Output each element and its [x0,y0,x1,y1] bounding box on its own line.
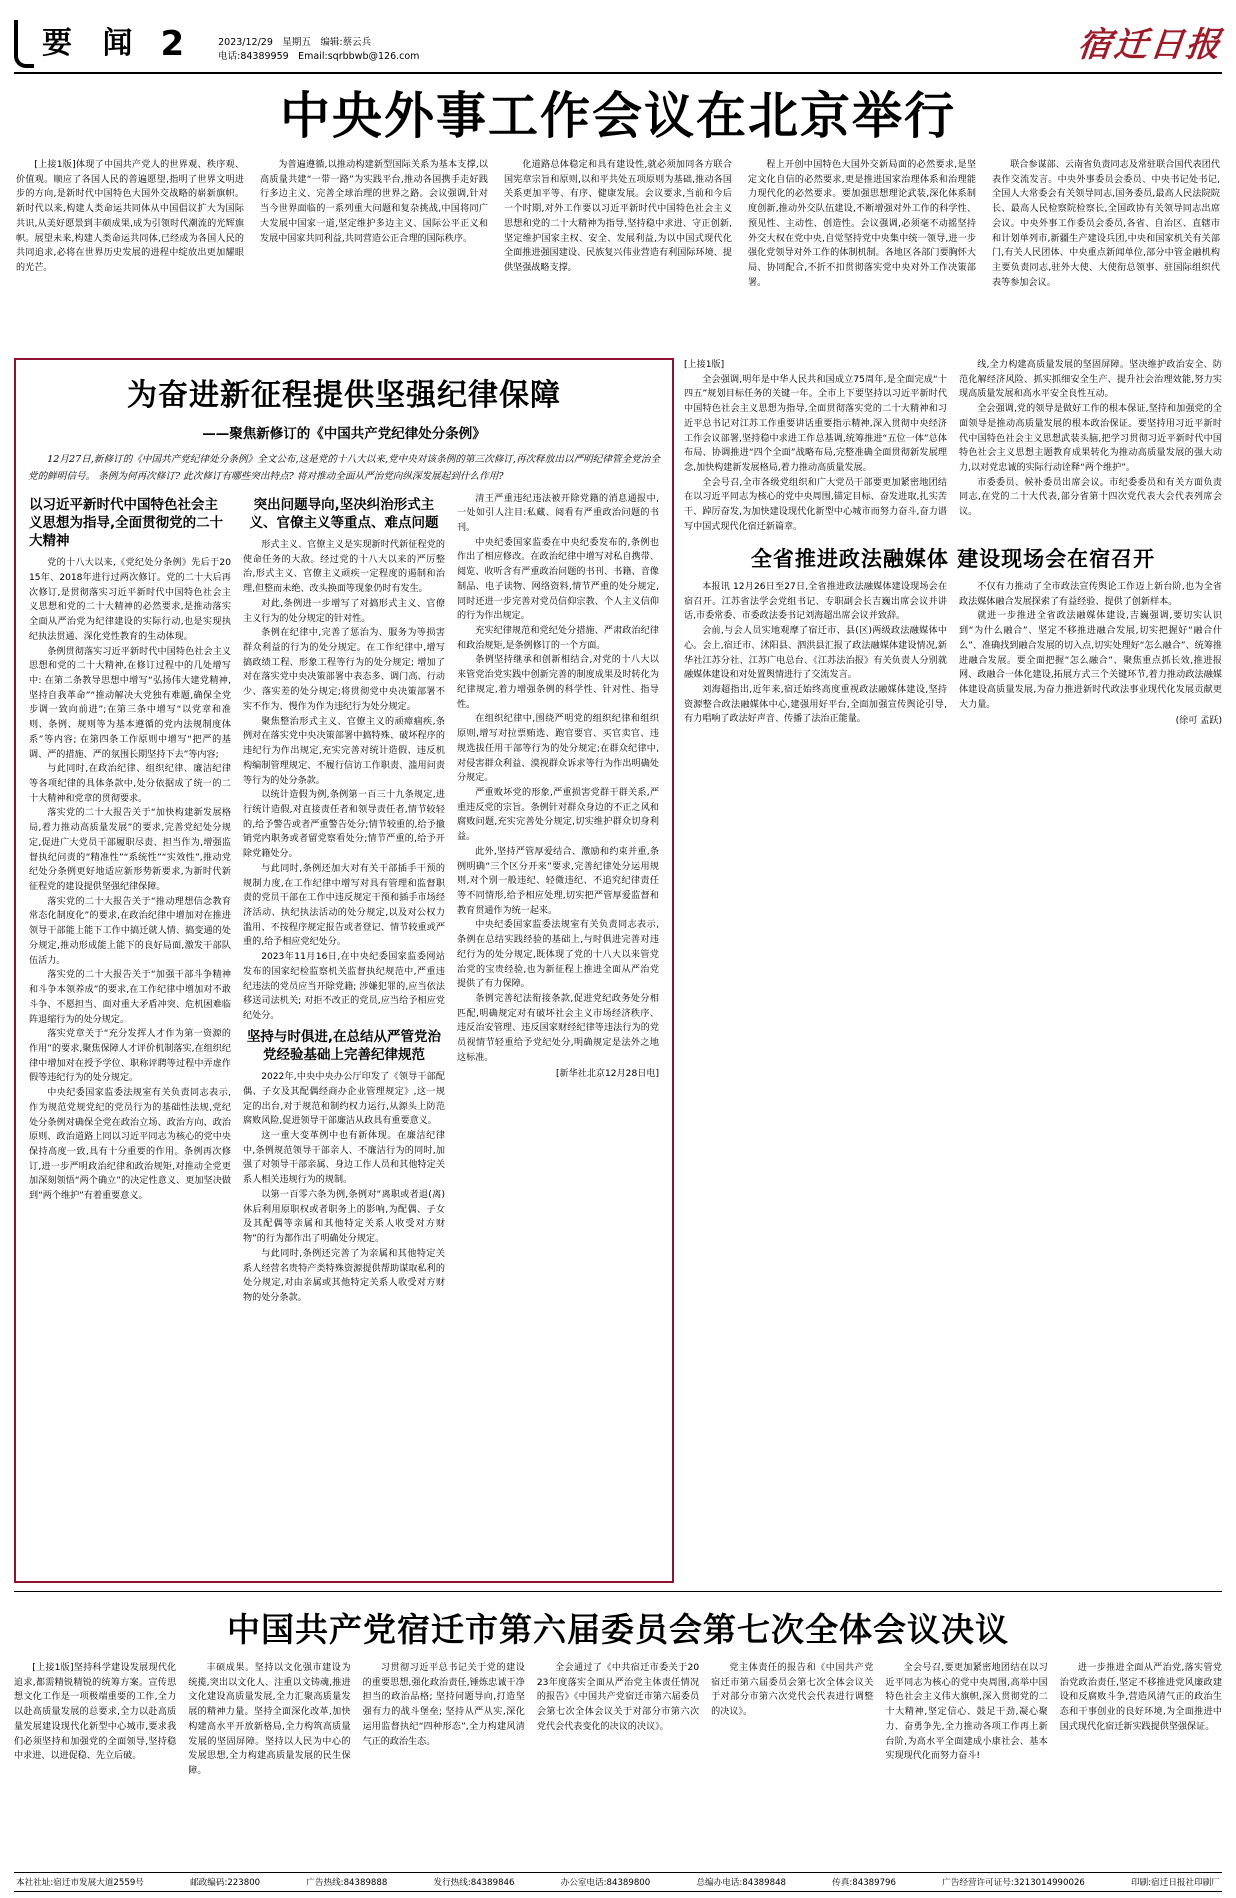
paragraph: 本报讯 12月26日至27日,全省推进政法融媒体建设现场会在宿召开。江苏省法学会党组书记、专职副会长吉巍出席会议并讲话,市委常委、市委政法委书记刘海超出席会议并致辞。 [684,581,947,622]
paragraph: 丰硕成果。坚持以文化强市建设为统揽,突出以文化人、注重以文铸魂,推进文化建设高质量发展,全力汇聚高质量发展的精神力量。坚持全面深化改革,加快构建高水平开放新格局,全力构筑高质量发展的坚固屏障。坚持以人民为中心的发展思想,全力构建高质量发展的民生保障。 [188,1663,351,1777]
paragraph: 中央纪委国家监委法规室有关负责同志表示,条例在总结实践经验的基础上,与时俱进完善对违纪行为的处分规定,既体现了党的十八大以来管党治党的宝贵经验,也为新征程上推进全面从严治党提供了有力保障。 [457,920,659,990]
bottom-article-columns [14,1661,1222,1779]
right-sub-column-2 [959,580,1222,729]
paragraph: [上接1版]坚持科学建设发展现代化追求,都需精锐精锐的统筹方案。宣传思想文化工作是一项极端重要的工作,全力以赴高质量发展的总要求,全力以赴高质量发展建设现代化新型中心城市,要求我们必须坚持和加强党的全面领导,坚持稳中求进、以进促稳、先立后破。 [14,1663,177,1762]
right-top-columns [684,358,1222,535]
feature-section-2-heading: 突出问题导向,坚决纠治形式主义、官僚主义等重点、难点问题 [249,496,439,531]
paragraph: 严重败坏党的形象,严重损害党群干群关系,严重违反党的宗旨。条例针对群众身边的不正之风和腐败问题,充实完善处分规定,切实维护群众切身利益。 [457,787,659,843]
feature-lead [28,452,660,492]
lead-column-5 [990,158,1222,348]
right-sub-column-1 [684,580,947,729]
footer-item-address: 本社社址:宿迁市发展大道2559号 [16,1878,144,1888]
page-number: 2 [160,24,185,64]
lead-column-4 [746,158,978,348]
feature-col3-body [457,492,659,1066]
right-column-2 [959,358,1222,535]
paragraph: 刘海超指出,近年来,宿迁始终高度重视政法融媒体建设,坚持资源整合政法融媒体中心,建强用好平台,全面加强宣传舆论引导,有力唱响了政法好声音、传播了法治正能量。 [684,684,947,725]
paragraph: 2022年,中央中央办公厅印发了《领导干部配偶、子女及其配偶经商办企业管理规定》,这一规定的出台,对于规范和制约权力运行,从源头上防范腐败风险,促进领导干部廉洁从政具有重要意义。 [243,1072,445,1127]
paragraph: 落实党的二十大报告关于“加强干部斗争精神和斗争本领养成”的要求,在工作纪律中增加对不敢斗争、不愿担当、面对重大矛盾冲突、危机困难临阵退缩行为的处分规定。 [29,970,231,1025]
paragraph: 会前,与会人员实地观摩了宿迁市、县(区)两级政法融媒体中心。会上,宿迁市、沭阳县、泗洪县汇报了政法融媒体建设情况,新华社江苏分社、江苏广电总台、《江苏法治报》有关负责人分别就融媒体建设和对处置舆情进行了交流发言。 [684,626,947,681]
bottom-column-6 [885,1661,1047,1779]
paragraph: 全会通过了《中共宿迁市委关于2023年度落实全面从严治党主体责任情况的报告》《中国共产党宿迁市第六届委员会第七次全体会议关于对部分市第六次党代会代表变化的决议的决议》。 [536,1663,700,1732]
paragraph: 习贯彻习近平总书记关于党的建设的重要思想,强化政治责任,锤炼忠诚干净担当的政治品格; 坚持问题导向,打造坚强有力的战斗堡垒; 坚持从严从实,深化运用监督执纪“四种形态”,全力构建风清气正的政治生态。 [362,1663,525,1747]
bottom-headline: 中国共产党宿迁市第六届委员会第七次全体会议决议 [227,1610,1009,1649]
paragraph: 进一步推进全面从严治党,落实管党治党政治责任,坚定不移推进党风廉政建设和反腐败斗争,营造风清气正的政治生态和干事创业的良好环境,为全面推进中国式现代化宿迁新实践提供坚强保证。 [1059,1663,1222,1732]
contact-line: 电话:84389959 Email:sqrbbwb@126.com [218,51,420,63]
middle-region [14,358,1222,1583]
feature-section-1-heading: 以习近平新时代中国特色社会主义思想为指导,全面贯彻党的二十大精神 [29,496,224,549]
lead-column-3 [502,158,734,348]
paper-title: 宿迁日报 [1075,25,1224,65]
feature-endmark: [新华社北京12月28日电] [556,1068,659,1079]
paragraph: 不仅有力推动了全市政法宣传舆论工作迈上新台阶,也为全省政法媒体融合发展探索了有益经验、提供了创新样本。 [959,581,1222,607]
masthead [14,0,1222,68]
paragraph: 条例在纪律中,完善了惩治为、服务为等损害群众利益的行为的处分规定。在工作纪律中,增写搞政绩工程、形象工程等行为的处分规定; 增加了对在落实党中央决策部署中表态多、调门高、行动少、落实差的处分规定;将贯彻党中央决策部署不实不作为、慢作为作为违纪行为处分规定。 [243,628,445,712]
paragraph: [上接1版]体现了中国共产党人的世界观、秩序观、价值观。顺应了各国人民的普遍愿望,指明了世界文明进步的方向,是新时代中国特色大国外交战略的崭新旗帜。新时代以来,构建人类命运共同体从中国倡议扩大为国际共识,从美好愿景到丰硕成果,成为引领时代潮流的光辉旗帜。展望未来,构建人类命运共同体,已经成为各国人民的共同追求,必将在世界历史发展的进程中绽放出更加耀眼的光芒。 [16,160,244,274]
footer-item-editor-phone: 总编办电话:84389848 [696,1878,787,1888]
feature-section-3-heading: 坚持与时俱进,在总结从严管党治党经验基础上完善纪律规范 [246,1028,442,1063]
bracket-decoration [14,20,34,68]
footer-item-distribution-hotline: 发行热线:84389846 [433,1878,515,1888]
paragraph: 这一重大变革例中也有新体现。在廉洁纪律中,条例规范领导干部亲人、不廉洁行为的同时,加强了对领导干部亲属、身边工作人员和其他特定关系人相关违规行为的规制。 [243,1131,445,1186]
paragraph: 化道路总体稳定和具有建设性,就必须加同各方联合国宪章宗旨和原则,以和平共处五项原则为基础,推动各国关系更加平等、有序、健康发展。会议要求,当前和今后一个时期,对外工作要以习近平新时代中国特色社会主义思想和党的二十大精神为指导,坚持稳中求进、守正创新,坚定维护国家主权、安全、发展利益,为以中国式现代化全面推进强国建设、民族复兴伟业营造有利国际环境、提供坚强战略支撑。 [504,160,732,274]
right-sub-headline: 全省推进政法融媒体 建设现场会在宿召开 [750,545,1156,571]
paragraph: 党主体责任的报告和《中国共产党宿迁市第六届委员会第七次全体会议关于对部分市第六次党代会代表进行调整的决议》。 [711,1663,874,1718]
right-sub-columns [684,580,1222,729]
paragraph: 党的十八大以来,《党纪处分条例》先后于2015年、2018年进行过两次修订。党的二十大后再次修订,是贯彻落实习近平新时代中国特色社会主义思想和党的二十大精神的必然要求,是推动落实全面从严治党为纪律建设的实际行动,也是实现执纪执法贯通、深化党性教育的生动体现。 [29,558,231,642]
paragraph: 落实党的二十大报告关于“推动理想信念教育常态化制度化”的要求,在政治纪律中增加对在推进领导干部能上能下工作中搞迁就人情、搞变通的处分规定,推动形成能上能下的良好局面,激发干部队伍活力。 [29,896,231,966]
feature-columns [28,492,660,1306]
paragraph: 落实党章关于“充分发挥人才作为第一资源的作用”的要求,聚焦保障人才评价机制落实,在组织纪律中增加对在授予学位、职称评聘等过程中弄虚作假等违纪行为的处分规定。 [29,1029,231,1084]
paragraph: 此外,坚持严管厚爱结合、激励和约束并重,条例明确“三个区分开来”要求,完善纪律处分运用规则,对个别一般违纪、轻微违纪、不追究纪律责任等不同情形,给予相应处理,切实把严管厚爱监督和教育贯通作为统一起来。 [457,846,659,916]
lead-column-1 [14,158,246,348]
paragraph: 线,全力构建高质量发展的坚固屏障。坚决维护政治安全、防范化解经济风险、抓实抓细安全生产、提升社会治理效能,努力实现高质量发展和高水平安全良性互动。 [959,360,1222,400]
feature-column-1 [28,492,232,1306]
paragraph: 清王严重违纪违法被开除党籍的消息通报中,一处如引人注目:私藏、阅看有严重政治问题的书刊。 [457,493,659,533]
paragraph: 形式主义、官僚主义是实现新时代新征程党的使命任务的大敌。经过党的十八大以来的严厉整治,形式主义、官僚主义顽疾一定程度的遏制和治理,但整而未绝、改头换面等现象仍时有发生。 [243,540,445,595]
footer-item-fax: 传真:84389796 [832,1878,896,1888]
masthead-left [14,20,184,68]
bottom-column-5 [711,1661,873,1779]
paragraph: 聚焦整治形式主义、官僚主义的顽瘴痼疾,条例对在落实党中央决策部署中搞特殊、破坏程序的违纪行为作出规定,充实完善对统计造假、违反机构编制管理规定、不履行信访工作职责、滥用问责等行为的处分条款。 [243,716,445,786]
bottom-column-4 [537,1661,699,1779]
paragraph: 落实党的二十大报告关于“加快构建新发展格局,着力推动高质量发展”的要求,完善党纪处分规定,促进广大党员干部履职尽责、担当作为,增强监督执纪问责的“精准性”“系统性”“实效性”,推动党纪处分条例更好地适应新形势新要求,为新时代新征程党的建设提供坚强纪律保障。 [29,808,231,893]
feature-col2-body-b [243,1070,445,1306]
footer-item-ad-hotline: 广告热线:84389888 [306,1878,388,1888]
feature-column-3 [456,492,660,1306]
paragraph: 全会强调,党的领导是做好工作的根本保证,坚持和加强党的全面领导是推动高质量发展的根本政治保证。要坚持用习近平新时代中国特色社会主义思想武装头脑,把学习贯彻习近平新时代中国特色社会主义思想主题教育成果转化为推动高质量发展的强大动力,以对党忠诚的实际行动诠释“两个维护”。 [959,404,1222,474]
paragraph: 以统计造假为例,条例第一百三十九条规定,进行统计造假,对直接责任者和领导责任者,情节较轻的,给予警告或者严重警告处分;情节较重的,给予撤销党内职务或者留党察看处分;情节严重的,给予开除党籍处分。 [243,790,445,860]
feature-article-box [14,358,674,1583]
footer-item-postcode: 邮政编码:223800 [190,1878,261,1888]
paragraph: 市委委员、候补委员出席会议。市纪委委员和有关方面负责同志,在党的二十大代表,部分省第十四次党代表大会代表列席会议。 [959,477,1222,518]
paragraph: 联合参谋部、云南省负责同志及常驻联合国代表团代表作交流发言。中央外事委员会委员、中央书记处书记,全国人大常委会有关领导同志,国务委员,最高人民法院院长、最高人民检察院检察长,全国政协有关领导同志出席会议。中央外事工作委员会委员,各省、自治区、直辖市和计划单列市,新疆生产建设兵团,中央和国家机关有关部门,有关人民团体、中央重点新闻单位,部分中管金融机构主要负责同志,驻外大使、大使衔总领事、驻国际组织代表等参加会议。 [992,160,1220,288]
paragraph: 程上开创中国特色大国外交新局面的必然要求,是坚定文化自信的必然要求,更是推进国家治理体系和治理能力现代化的必然要求。要加强思想理论武装,深化体系制度创新,推动外交队伍建设,不断增强对外工作的科学性、预见性、主动性、创造性。会议强调,必须毫不动摇坚持外交大权在党中央,自觉坚持党中央集中统一领导,进一步强化党领导对外工作的体制机制。各地区各部门要胸怀大局、协同配合,不折不扣贯彻落实党中央对外工作决策部署。 [748,160,976,288]
paragraph: 充实纪律规范和党纪处分措施、严肃政治纪律和政治规矩,是条例修订的一个方面。 [457,626,659,651]
paragraph: 就进一步推进全省政法融媒体建设,吉巍强调,要切实认识到“为什么融合”、坚定不移推进融合发展,切实把握好“融合什么”、准确找到融合发展的切入点,切实处理好“怎么融合”、统筹推进融合发展。要全面把握“怎么融合”、聚焦重点抓长效,推进报网、政融合一体化建设,拓展方式三个关键环节,着力推动政法融媒体建设高质量发展,为奋力推进新时代政法事业现代化发展贡献更大力量。 [959,611,1222,710]
paragraph: 全会号召,全市各级党组织和广大党员干部要更加紧密地团结在以习近平同志为核心的党中央周围,锚定目标、奋发进取,扎实苦干、踔厉奋发,为加快建设现代化新型中心城市而努力奋斗,奋力谱写中国式现代化宿迁新篇章。 [684,477,947,532]
footer-item-printer: 印刷:宿迁日报社印刷厂 [1131,1878,1220,1888]
bottom-column-7 [1060,1661,1222,1779]
right-column-1 [684,358,947,535]
paragraph: 为普遍遵循,以推动构建新型国际关系为基本支撑,以高质量共建“一带一路”为实践平台,推动各国携手走好践行多边主义、完善全球治理的世界之路。会议强调,针对当今世界面临的一系列重大问题和复杂挑战,中国将同广大发展中国家一道,坚定维护多边主义、国际公平正义和发展中国家共同利益,共同营造公正合理的国际秩序。 [260,160,488,244]
footer-item-ad-license: 广告经营许可证号:3213014990026 [942,1878,1085,1888]
continuation-label: [上接1版] [684,360,725,370]
paragraph: 与此同时,在政治纪律、组织纪律、廉洁纪律等各项纪律的具体条款中,处分依据成了统一的二十大精神和党章的贯彻要求。 [29,764,231,804]
paragraph: 条例坚持继承和创新相结合,对党的十八大以来管党治党实践中创新完善的制度成果及时转化为纪律规定,着力增强条例的科学性、针对性、指导性。 [457,655,659,710]
right-byline: (徐可 孟跃) [1175,716,1222,727]
lead-column-2 [258,158,490,348]
feature-subtitle: ——聚焦新修订的《中国共产党纪律处分条例》 [202,426,486,442]
bottom-column-3 [363,1661,525,1779]
paragraph: 对此,条例进一步增写了对搞形式主义、官僚主义行为的处分规定的针对性。 [243,598,445,624]
paragraph: 中央纪委国家监委法规室有关负责同志表示,作为规范党规党纪的党员行为的基础性法规,党纪处分条例对确保全党在政治立场、政治方向、政治原则、政治道路上同以习近平同志为核心的党中央保持高度一致,具有十分重要的作用。条例再次修订,进一步严明政治纪律和政治规矩,对推动全党更加深刻领悟“两个确立”的决定性意义、更加坚决做到“两个维护”有着重要意义。 [29,1088,231,1202]
feature-column-2 [242,492,446,1306]
feature-col2-body [243,538,445,1024]
masthead-meta [218,36,419,68]
lead-headline: 中央外事工作会议在北京举行 [280,87,956,145]
paragraph: 与此同时,条例还完善了为亲属和其他特定关系人经营名贵特产类特殊资源提供帮助谋取私利的处分规定,对由亲属或其他特定关系人收受对方财物的处分条款。 [243,1248,445,1303]
feature-col1-body [29,556,231,1204]
feature-title: 为奋进新征程提供坚强纪律保障 [127,378,561,413]
lead-article-columns [14,154,1222,348]
footer-item-office-phone: 办公室电话:84389800 [560,1878,651,1888]
section-label: 要 闻 [42,26,143,61]
paragraph: 条例完善纪法衔接条款,促进党纪政务处分相匹配,明确规定对有破坏社会主义市场经济秩序、违反治安管理、违反国家财经纪律等违法行为的党员视情节轻重给予党纪处分,明确规定是法外之地这标准。 [457,994,659,1063]
date-line: 2023/12/29 星期五 编辑:蔡云兵 [218,36,372,48]
paragraph: 条例贯彻落实习近平新时代中国特色社会主义思想和党的二十大精神,在修订过程中的几处增写中: 在第二条教导思想中增写“弘扬伟大建党精神,坚持自我革命”“推动解决大党独有难题,确保全党步调一致向前进”;在第三条中增写“以党章和准则、条例、规则等为基本遵循的党内法规制度体系”等内容; 在第四条工作原则中增写“把严的基调、严的措施、严的氛围长期坚持下去”等内容; [29,646,231,760]
paragraph: 全会号召,要更加紧密地团结在以习近平同志为核心的党中央周围,高举中国特色社会主义伟大旗帜,深入贯彻党的二十大精神,坚定信心、鼓足干劲,凝心聚力、奋勇争先,全力推动各项工作再上新台阶,为高水平全面建成小康社会、基本实现现代化而努力奋斗! [885,1663,1048,1762]
paragraph: 12月27日,新修订的《中国共产党纪律处分条例》全文公布,这是党的十八大以来,党中央对该条例的第三次修订,再次释放出以严明纪律管全党治全党的鲜明信号。 条例为何再次修订? 此次修订有哪些突出特点? 将对推动全面从严治党向纵深发展起到什么作用? [28,454,660,482]
paragraph: 与此同时,条例还加大对有关干部插手干预的规制力度,在工作纪律中增写对具有管理和监督职责的党员干部在工作中违反规定干预和插手市场经济活动、执纪执法活动的处分规定,以及对公权力滥用、不按程序规定报告或者登记、情节较重或严重的,给予相应党纪处分。 [243,863,445,948]
paragraph: 2023年11月16日,在中央纪委国家监委网站发布的国家纪检监察机关监督执纪规范中,严重违纪违法的党员应当开除党籍; 涉嫌犯罪的,应当依法移送司法机关; 对拒不改正的党员,应当给予相应党纪处分。 [243,952,445,1021]
bottom-column-2 [188,1661,350,1779]
paragraph: 全会强调,明年是中华人民共和国成立75周年,是全面完成“十四五”规划目标任务的关键一年。全市上下要坚持以习近平新时代中国特色社会主义思想为指导,全面贯彻落实党的二十大精神和习近平总书记对江苏工作重要讲话重要指示精神,深入贯彻中央经济工作会议部署,坚持稳中求进工作总基调,统筹推进“五位一体”总体布局、协调推进“四个全面”战略布局,完整准确全面贯彻新发展理念,加快构建新发展格局,着力推动高质量发展。 [684,374,947,474]
paragraph: 以第一百零六条为例,条例对“离职或者退(离)休后利用原职权或者职务上的影响,为配偶、子女及其配偶等亲属和其他特定关系人收受对方财物”的行为都作出了明确处分规定。 [243,1189,445,1245]
paragraph: 在组织纪律中,围绕严明党的组织纪律和组织原则,增写对拉票贿选、跑官要官、买官卖官、违规选拔任用干部等行为的处分规定;在群众纪律中,对侵害群众利益、漠视群众诉求等行为作出明确处分规定。 [457,714,659,784]
right-column-stack [684,358,1222,1583]
paragraph: 中央纪委国家监委在中央纪委发布的,条例也作出了相应修改。在政治纪律中增写对私自携带、阅览、收听含有严重政治问题的书刊、书籍、音像制品、电子读物、网络资料,情节严重的处分规定,同时还进一步完善对党员信仰宗教、个人主义信仰的行为作出规定。 [457,537,659,622]
bottom-column-1 [14,1661,176,1779]
page-footer [14,1872,1222,1892]
